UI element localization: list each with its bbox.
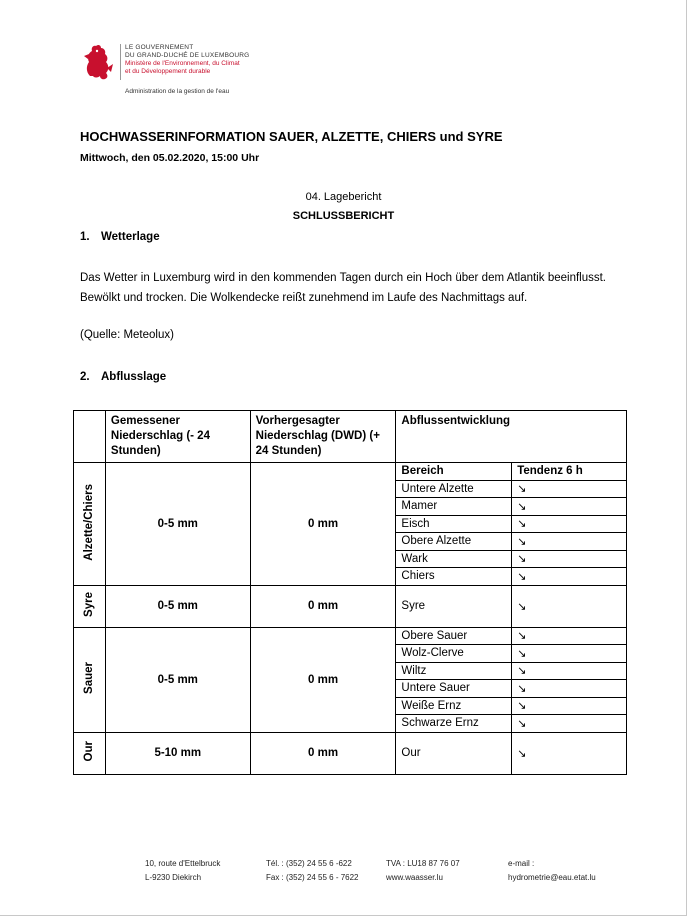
header-discharge: Abflussentwicklung [396, 411, 627, 463]
report-type: SCHLUSSBERICHT [292, 210, 395, 222]
footer-email-link[interactable]: hydrometrie@eau.etat.lu [508, 873, 596, 882]
footer-email-label: e-mail : [508, 859, 535, 868]
logo-line-2: DU GRAND-DUCHÉ DE LUXEMBOURG [125, 52, 250, 59]
section-2-number: 2. [80, 371, 90, 383]
footer-tel: Tél. : (352) 24 55 6 -622 [266, 859, 352, 868]
trend-arrow-icon: ↘ [512, 533, 627, 551]
trend-arrow-icon: ↘ [512, 585, 627, 627]
region-label-cell [74, 585, 106, 627]
trend-arrow-icon: ↘ [512, 568, 627, 586]
trend-arrow-icon: ↘ [512, 627, 627, 645]
report-number: 04. Lagebericht [305, 191, 382, 203]
area-cell: Untere Alzette [396, 480, 512, 498]
trend-arrow-icon: ↘ [512, 645, 627, 663]
measured-precip-cell: 0-5 mm [105, 585, 250, 627]
table-body [74, 463, 627, 775]
measured-precip-cell: 0-5 mm [105, 627, 250, 732]
section-1-number: 1. [80, 231, 90, 243]
document-title: HOCHWASSERINFORMATION SAUER, ALZETTE, CHIERS und SYRE [80, 129, 503, 144]
area-cell: Eisch [396, 515, 512, 533]
measured-precip-cell: 0-5 mm [105, 463, 250, 586]
table-row [74, 585, 627, 627]
trend-arrow-icon: ↘ [512, 480, 627, 498]
trend-arrow-icon: ↘ [512, 732, 627, 774]
footer-email [508, 857, 596, 885]
table-header-row [74, 411, 627, 463]
region-name: Alzette/Chiers [83, 483, 96, 561]
measured-precip-cell: 5-10 mm [105, 732, 250, 774]
document-date: Mittwoch, den 05.02.2020, 15:00 Uhr [80, 152, 260, 164]
logo-divider [120, 44, 121, 80]
area-cell: Wolz-Clerve [396, 645, 512, 663]
section-1-title: Wetterlage [101, 231, 160, 243]
region-name: Sauer [83, 662, 96, 694]
region-label-cell [74, 463, 106, 586]
area-cell: Schwarze Ernz [396, 715, 512, 733]
table-row [74, 463, 627, 481]
lion-crest-icon [80, 42, 116, 82]
area-cell: Wiltz [396, 662, 512, 680]
logo-line-1: LE GOUVERNEMENT [125, 44, 194, 51]
area-cell: Our [396, 732, 512, 774]
area-cell: Syre [396, 585, 512, 627]
trend-arrow-icon: ↘ [512, 498, 627, 516]
section-1-heading [80, 231, 160, 243]
weather-source: (Quelle: Meteolux) [80, 329, 174, 341]
footer-tva: TVA : LU18 87 76 07 [386, 859, 460, 868]
trend-arrow-icon: ↘ [512, 697, 627, 715]
trend-arrow-icon: ↘ [512, 550, 627, 568]
table-row [74, 627, 627, 645]
forecast-precip-cell: 0 mm [250, 463, 396, 586]
table-row [74, 732, 627, 774]
area-cell: Weiße Ernz [396, 697, 512, 715]
header-measured: Gemessener Niederschlag (- 24 Stunden) [105, 411, 250, 463]
footer-address [145, 857, 220, 885]
trend-header: Tendenz 6 h [512, 463, 627, 481]
area-header: Bereich [396, 463, 512, 481]
forecast-precip-cell: 0 mm [250, 585, 396, 627]
section-2-heading [80, 371, 166, 383]
trend-arrow-icon: ↘ [512, 662, 627, 680]
footer-web-link[interactable]: www.waasser.lu [386, 873, 443, 882]
weather-paragraph: Das Wetter in Luxemburg wird in den kommenden Tagen durch ein Hoch über dem Atlantik beeinflusst. Bewölkt und trocken. Die Wolkendecke reißt zunehmend im Laufe des Nachmittags auf. [80, 272, 606, 304]
region-name: Our [83, 741, 96, 762]
trend-arrow-icon: ↘ [512, 680, 627, 698]
trend-arrow-icon: ↘ [512, 715, 627, 733]
region-name: Syre [83, 592, 96, 617]
logo-line-3: Ministère de l'Environnement, du Climat [125, 60, 240, 67]
footer-vat-web [386, 857, 460, 885]
discharge-table [73, 410, 627, 775]
area-cell: Mamer [396, 498, 512, 516]
section-2-title: Abflusslage [101, 371, 167, 383]
footer-address-line1: 10, route d'Ettelbruck [145, 859, 221, 868]
footer-phone [266, 857, 359, 885]
area-cell: Chiers [396, 568, 512, 586]
area-cell: Untere Sauer [396, 680, 512, 698]
area-cell: Obere Sauer [396, 627, 512, 645]
logo-subtitle: Administration de la gestion de l'eau [125, 88, 230, 95]
region-label-cell [74, 732, 106, 774]
footer-fax: Fax : (352) 24 55 6 - 7622 [266, 873, 359, 882]
region-label-cell [74, 627, 106, 732]
header-empty-cell [74, 411, 106, 463]
area-cell: Obere Alzette [396, 533, 512, 551]
forecast-precip-cell: 0 mm [250, 732, 396, 774]
header-forecast: Vorhergesagter Niederschlag (DWD) (+ 24 Stunden) [250, 411, 396, 463]
logo-text [125, 44, 249, 76]
area-cell: Wark [396, 550, 512, 568]
trend-arrow-icon: ↘ [512, 515, 627, 533]
logo-line-4: et du Développement durable [125, 68, 211, 75]
footer-address-line2: L-9230 Diekirch [145, 873, 202, 882]
forecast-precip-cell: 0 mm [250, 627, 396, 732]
